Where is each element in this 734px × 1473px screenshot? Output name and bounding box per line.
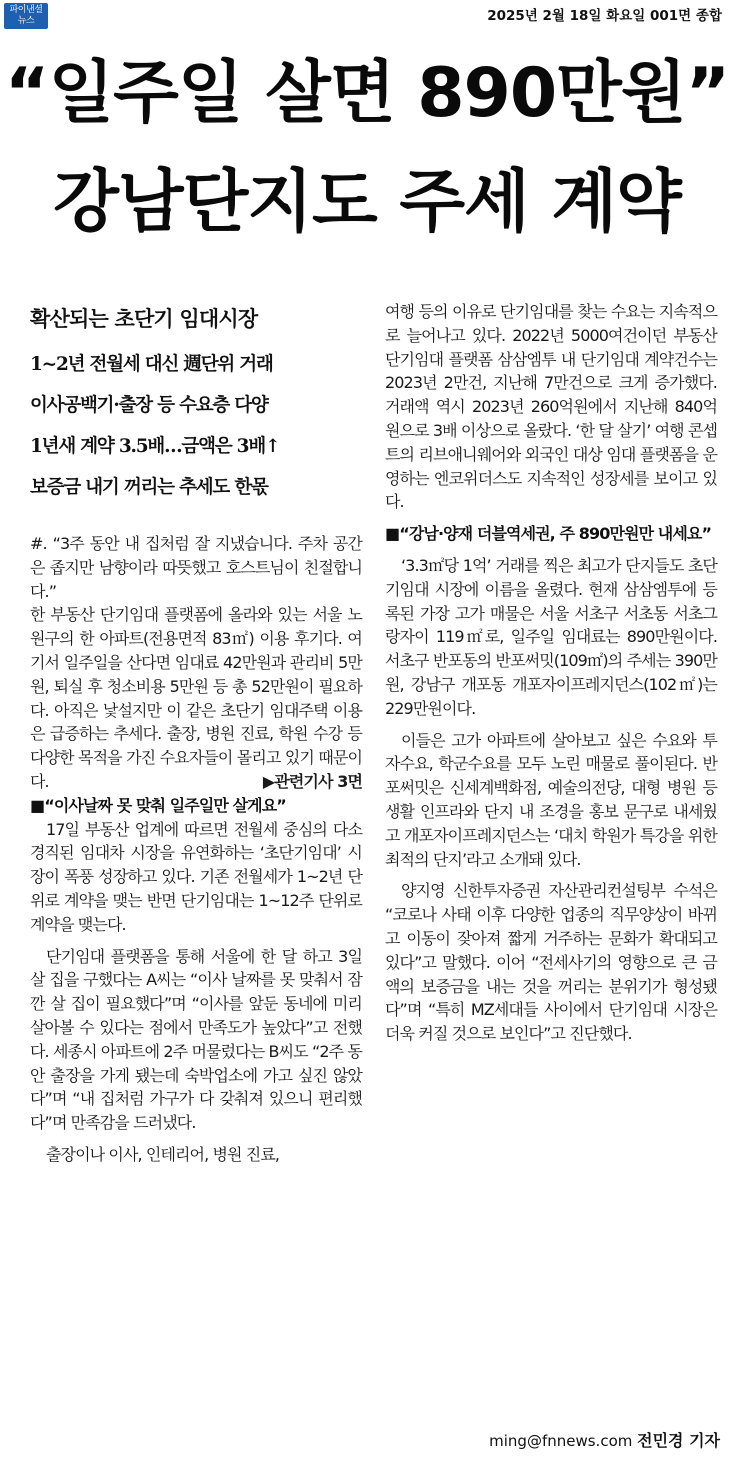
paragraph: ‘3.3㎡당 1억’ 거래를 찍은 최고가 단지들도 초단기임대 시장에 이름을 올렸다. 현재 삼삼엠투에 등록된 가장 고가 매물은 서울 서초구 서초동 서초그랑자이 119㎡로, 일주일 임대료는 890만원이다. 서초구 반포동의 반포써밋(109㎡)의 주세는 390만원, 강남구 개포동 개포자이프레지던스(102㎡)는 229만원이다. <box>385 555 717 718</box>
subhead-2: 이사공백기·출장 등 수요층 다양 <box>30 395 268 416</box>
paragraph: 단기임대 플랫폼을 통해 서울에 한 달 하고 3일 살 집을 구했다는 A씨는 “이사 날짜를 못 맞춰서 잠깐 살 집이 필요했다”며 “이사를 앞둔 동네에 미리 살아볼 수 있다는 점에서 만족도가 높았다”고 전했다. 세종시 아파트에 2주 머물렀다는 B씨도 “2주 동안 출장을 가게 됐는데 숙박업소에 가고 싶진 않았다”며 “내 집처럼 가구가 다 갖춰져 있으니 편리했다”며 만족감을 드러냈다. <box>30 946 362 1133</box>
kicker: 확산되는 초단기 임대시장 <box>30 307 258 331</box>
headline-line-2: 강남단지도 주세 계약 <box>53 163 681 242</box>
logo-line-2: 뉴스 <box>17 16 35 26</box>
related-article-link[interactable]: ▶관련기사 3면 <box>262 771 362 791</box>
section-heading: ■“강남·양재 더블역세권, 주 890만원만 내세요” <box>385 524 712 544</box>
subhead-4: 보증금 내기 꺼리는 추세도 한몫 <box>30 477 268 498</box>
left-column <box>30 300 362 1167</box>
paragraph: 여행 등의 이유로 단기임대를 찾는 수요는 지속적으로 늘어나고 있다. 2022년 5000여건이던 부동산 단기임대 플랫폼 삼삼엠투 내 단기임대 계약건수는 2023년 2만건, 지난해 7만건으로 크게 증가했다. 거래액 역시 2023년 260억원에서 지난해 840억원으로 3배 이상으로 올랐다. ‘한 달 살기’ 여행 콘셉트의 리브애니웨어와 외국인 대상 임대 플랫폼을 운영하는 엔코위더스도 지속적인 성장세를 보이고 있다. <box>385 302 717 512</box>
paragraph: 양지영 신한투자증권 자산관리컨설팅부 수석은 “코로나 사태 이후 다양한 업종의 직무양상이 바뀌고 이동이 잦아져 짧게 거주하는 문화가 확대되고 있다”고 말했다. 이어 “전세사기의 영향으로 큰 금액의 보증금을 내는 것을 꺼리는 분위기가 형성됐다”며 “특히 MZ세대들 사이에서 단기임대 시장은 더욱 커질 것으로 보인다”고 진단했다. <box>385 881 717 1044</box>
logo-line-1: 파이낸셜 <box>9 5 43 15</box>
reporter-name: 전민경 기자 <box>637 1431 720 1450</box>
left-body <box>30 532 362 1167</box>
subheads <box>30 344 362 508</box>
right-body <box>385 300 717 1046</box>
newspaper-logo <box>4 3 48 29</box>
subhead-3: 1년새 계약 3.5배…금액은 3배↑ <box>30 436 280 457</box>
headline-line-1: “일주일 살면 890만원” <box>4 54 730 133</box>
reporter-email[interactable]: ming@fnnews.com <box>489 1432 638 1450</box>
paragraph: 한 부동산 단기임대 플랫폼에 올라와 있는 서울 노원구의 한 아파트(전용면적 83㎡) 이용 후기다. 여기서 일주일을 산다면 임대료 42만원과 관리비 5만원, 퇴실 후 청소비용 5만원 등 총 52만원이 필요하다. 아직은 낯설지만 이 같은 초단기 임대주택 이용은 급증하는 추세다. 출장, 병원 진료, 학원 수강 등 다양한 목적을 가진 수요자들이 몰리고 있기 때문이다. <box>30 605 362 791</box>
intro-quote: #. “3주 동안 내 집처럼 잘 지냈습니다. 주차 공간은 좁지만 남향이라 따뜻했고 호스트님이 친절합니다.” <box>30 534 362 601</box>
paragraph: 17일 부동산 업계에 따르면 전월세 중심의 다소 경직된 임대차 시장을 유연화하는 ‘초단기임대’ 시장이 폭풍 성장하고 있다. 기존 전월세가 1~2년 단위로 계약을 맺는 반면 단기임대는 1~12주 단위로 계약을 맺는다. <box>30 819 362 934</box>
byline <box>489 1428 720 1451</box>
right-column <box>385 300 717 1046</box>
paragraph: 이들은 고가 아파트에 살아보고 싶은 수요와 투자수요, 학군수요를 모두 노린 매물로 풀이된다. 반포써밋은 신세계백화점, 예술의전당, 대형 병원 등 생활 인프라와 단지 내 조경을 홍보 문구로 내세웠고 개포자이프레지던스는 ‘대치 학원가 특강을 위한 최적의 단지’라고 소개돼 있다. <box>385 730 717 869</box>
dateline: 2025년 2월 18일 화요일 001면 종합 <box>487 8 722 24</box>
section-heading: ■“이사날짜 못 맞춰 일주일만 살게요” <box>30 795 286 815</box>
subhead-1: 1~2년 전월세 대신 週단위 거래 <box>30 354 273 375</box>
paragraph: 출장이나 이사, 인테리어, 병원 진료, <box>46 1144 280 1164</box>
